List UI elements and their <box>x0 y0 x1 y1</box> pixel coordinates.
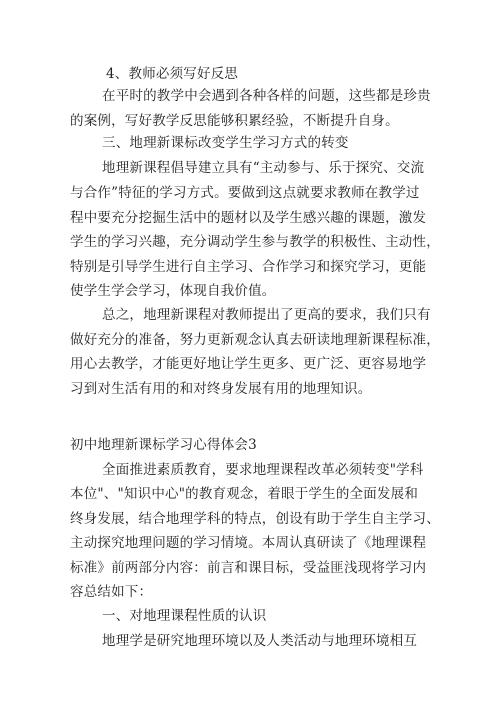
paragraph-line: 特别是引导学生进行自主学习、合作学习和探究学习，更能 <box>70 259 427 275</box>
document-title: 初中地理新课标学习心得体会3 <box>70 437 257 453</box>
paragraph-line: 使学生学会学习，体现自我价值。 <box>70 283 276 299</box>
paragraph-line: 用心去教学，才能更好地让学生更多、更广泛、更容易地学 <box>70 356 427 372</box>
paragraph-line: 学生的学习兴趣，充分调动学生参与教学的积极性、主动性， <box>70 234 440 250</box>
paragraph-line: 主动探究地理问题的学习情境。本周认真研读了《地理课程 <box>70 535 427 551</box>
paragraph-line: 与合作”特征的学习方式。要做到这点就要求教师在教学过 <box>70 185 420 201</box>
paragraph-line: 习到对生活有用的和对终身发展有用的地理知识。 <box>70 381 372 397</box>
section-heading-1: 一、对地理课程性质的认识 <box>102 608 267 624</box>
paragraph-line: 终身发展，结合地理学科的特点，创设有助于学生自主学习、 <box>70 511 440 527</box>
heading-teacher-reflection: 4、教师必须写好反思 <box>106 66 239 82</box>
paragraph-line: 在平时的教学中会遇到各种各样的问题，这些都是珍贵 <box>102 88 431 104</box>
section-heading-3: 三、地理新课标改变学生学习方式的转变 <box>102 135 349 151</box>
paragraph-line: 程中要充分挖掘生活中的题材以及学生感兴趣的课题，激发 <box>70 210 427 226</box>
paragraph-line: 总之，地理新课程对教师提出了更高的要求，我们只有 <box>102 307 431 323</box>
paragraph-line: 地理新课程倡导建立具有“主动参与、乐于探究、交流 <box>102 160 425 176</box>
paragraph-line: 做好充分的准备，努力更新观念认真去研读地理新课程标准， <box>70 332 440 348</box>
paragraph-line: 的案例，写好教学反思能够积累经验，不断提升自身。 <box>70 113 399 129</box>
paragraph-line: 地理学是研究地理环境以及人类活动与地理环境相互 <box>102 633 418 649</box>
paragraph-line: 标准》前两部分内容：前言和课目标，受益匪浅现将学习内 <box>70 560 427 576</box>
paragraph-line: 本位"、"知识中心"的教育观念，着眼于学生的全面发展和 <box>70 486 419 502</box>
paragraph-line: 容总结如下： <box>70 584 153 600</box>
paragraph-line: 全面推进素质教育，要求地理课程改革必须转变"学科 <box>102 462 424 478</box>
